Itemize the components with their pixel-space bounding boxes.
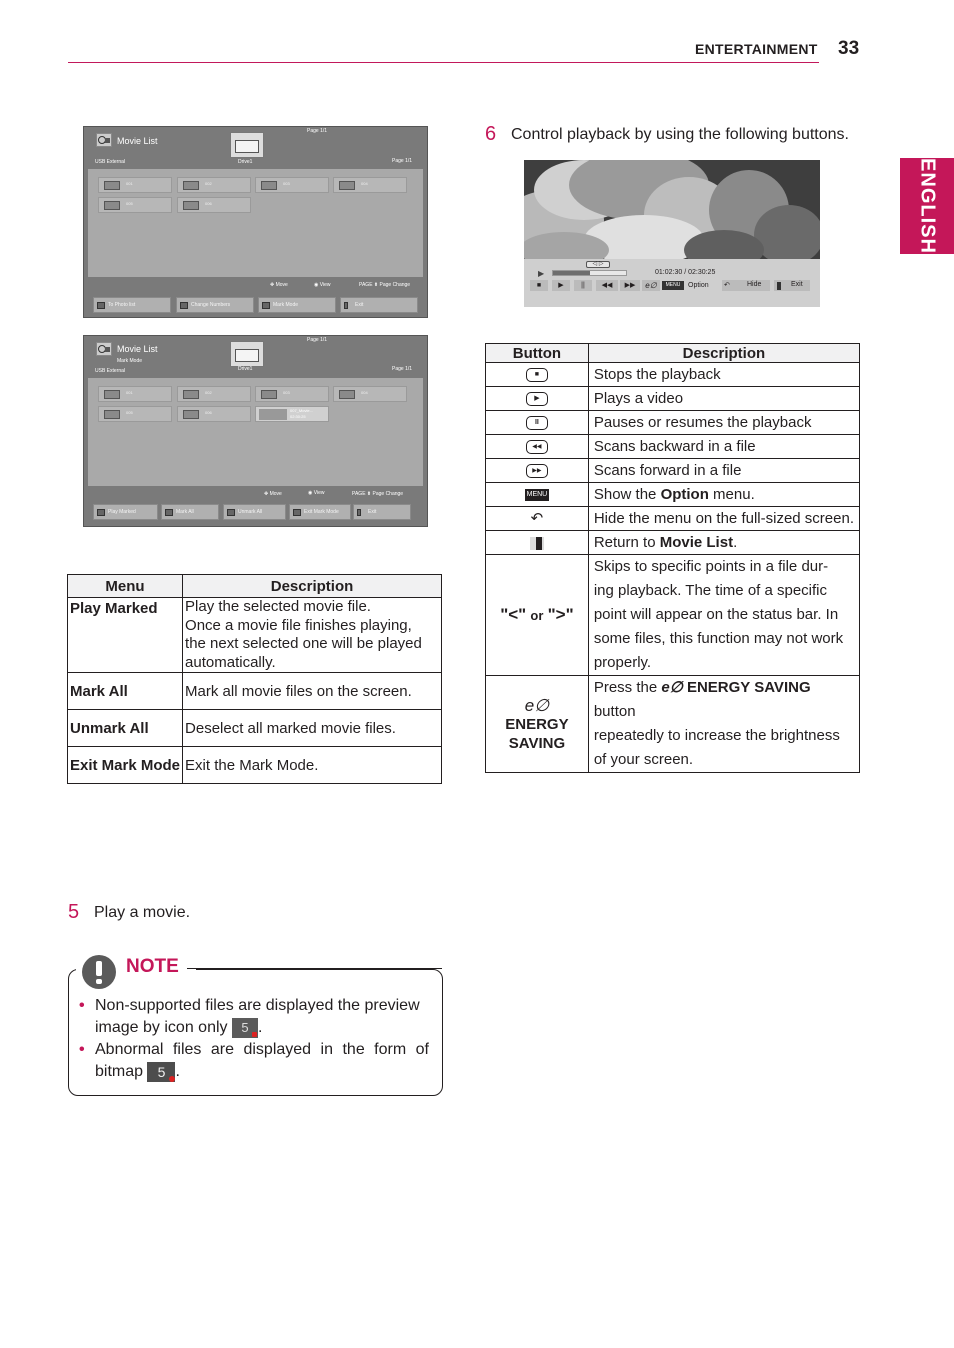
note-item: • bbox=[79, 1041, 85, 1058]
menu-button[interactable]: MENU bbox=[662, 281, 684, 290]
button-description: Return to Movie List. bbox=[588, 531, 859, 555]
drive-label: Drive1 bbox=[238, 159, 253, 165]
mark-mode-button[interactable]: Mark Mode bbox=[258, 297, 336, 313]
exit-button[interactable]: Exit bbox=[353, 504, 411, 520]
device-label: USB External bbox=[95, 159, 126, 165]
section-title: ENTERTAINMENT bbox=[695, 41, 818, 57]
description-column-header: Description bbox=[183, 575, 442, 598]
file-thumbnail[interactable]: 006 bbox=[177, 406, 251, 422]
button-cell bbox=[486, 483, 589, 507]
exit-button[interactable]: Exit bbox=[774, 280, 810, 291]
selected-movie-thumbnail[interactable]: 007_Movie... 02:30:25 bbox=[255, 406, 329, 422]
change-numbers-button[interactable]: Change Numbers bbox=[176, 297, 254, 313]
drive-label: Drive1 bbox=[238, 366, 253, 372]
file-thumbnail[interactable]: 004 bbox=[333, 177, 407, 193]
mark-mode-screenshot bbox=[83, 335, 428, 527]
menu-description: Deselect all marked movie files. bbox=[183, 710, 442, 747]
note-item-text: Non-supported files are displayed the preview image by icon only 5 . bbox=[95, 997, 420, 1036]
step-text: Play a movie. bbox=[94, 904, 191, 921]
file-thumbnail[interactable]: 004 bbox=[333, 386, 407, 402]
rewind-button[interactable]: ◀◀ bbox=[596, 280, 618, 291]
nav-move: ✥ Move bbox=[270, 282, 288, 288]
menu-name: Play Marked bbox=[68, 598, 183, 673]
button-cell bbox=[486, 435, 589, 459]
description-column-header: Description bbox=[588, 344, 859, 363]
page-number: 33 bbox=[838, 38, 860, 59]
hide-button[interactable]: ↶ Hide bbox=[722, 280, 770, 291]
movie-list-icon bbox=[96, 342, 112, 356]
nav-view: ◉ View bbox=[314, 282, 331, 288]
energy-saving-icon: e∅ bbox=[524, 695, 550, 715]
movie-preview-image bbox=[259, 409, 287, 420]
menu-name: Unmark All bbox=[68, 710, 183, 747]
file-thumbnail[interactable]: 001 bbox=[98, 386, 172, 402]
movie-list-screenshot bbox=[83, 126, 428, 318]
button-cell bbox=[486, 531, 589, 555]
note-item-text: bitmap 5 . bbox=[95, 1063, 180, 1080]
button-description: Pauses or resumes the playback bbox=[588, 411, 859, 435]
file-thumbnail[interactable]: 002 bbox=[177, 386, 251, 402]
button-description: Scans forward in a file bbox=[588, 459, 859, 483]
button-cell bbox=[486, 363, 589, 387]
playback-screenshot bbox=[524, 160, 820, 307]
nav-page-change: PAGE ⬍ Page Change bbox=[359, 282, 411, 288]
file-thumbnail[interactable]: 005 bbox=[98, 406, 172, 422]
time-display: 01:02:30 / 02:30:25 bbox=[655, 269, 716, 276]
note-title: NOTE bbox=[126, 956, 179, 977]
return-icon bbox=[530, 537, 544, 550]
menu-description: Exit the Mark Mode. bbox=[183, 747, 442, 784]
energy-saving-cell: e∅ ENERGY SAVING bbox=[486, 676, 589, 773]
nav-move: ✥ Move bbox=[264, 491, 282, 497]
exit-button[interactable]: Exit bbox=[340, 297, 418, 313]
file-grid bbox=[88, 378, 423, 486]
folder-icon bbox=[235, 140, 259, 153]
button-description: Plays a video bbox=[588, 387, 859, 411]
menu-table bbox=[67, 574, 442, 784]
file-thumbnail[interactable]: 006 bbox=[177, 197, 251, 213]
note-item: • bbox=[79, 997, 85, 1014]
button-cell bbox=[486, 387, 589, 411]
energy-saving-button[interactable]: e∅ bbox=[642, 280, 660, 291]
movie-list-icon bbox=[96, 133, 112, 147]
screen-title: Movie List bbox=[117, 344, 158, 354]
energy-saving-description: Press the e∅ ENERGY SAVING button repeatedly to increase the brightness of your screen. bbox=[588, 676, 859, 773]
menu-description: Play the selected movie file. Once a movie file finishes playing, the next selected one will be played automatically. bbox=[183, 598, 442, 673]
step-text: Control playback by using the following buttons. bbox=[511, 126, 849, 143]
exclamation-icon bbox=[82, 955, 116, 989]
language-tab bbox=[900, 158, 954, 254]
language-label: ENGLISH bbox=[916, 158, 939, 254]
page-indicator: Page 1/1 bbox=[392, 158, 413, 164]
button-table bbox=[485, 343, 860, 773]
play-button[interactable]: ▶ bbox=[552, 280, 570, 291]
fruit-image bbox=[524, 160, 820, 259]
device-label: USB External bbox=[95, 368, 126, 374]
page-indicator-top: Page 1/1 bbox=[307, 337, 328, 343]
button-column-header: Button bbox=[486, 344, 589, 363]
header-rule bbox=[68, 62, 819, 63]
stop-icon: ■ bbox=[526, 368, 548, 382]
skip-description: Skips to specific points in a file dur- ing playback. The time of a specific point will appear on the status bar. In some files, this function may not work properly. bbox=[588, 555, 859, 676]
exit-mark-mode-button[interactable]: Exit Mark Mode bbox=[289, 504, 351, 520]
play-marked-button[interactable]: Play Marked bbox=[93, 504, 158, 520]
fast-forward-icon: ▶▶ bbox=[526, 464, 548, 478]
button-cell bbox=[486, 459, 589, 483]
button-description: Stops the playback bbox=[588, 363, 859, 387]
mark-all-button[interactable]: Mark All bbox=[161, 504, 219, 520]
pause-button[interactable]: || bbox=[574, 280, 592, 291]
hide-icon: ↶ bbox=[530, 510, 544, 528]
stop-button[interactable]: ■ bbox=[530, 280, 548, 291]
pause-icon: II bbox=[526, 416, 548, 430]
page-indicator-top: Page 1/1 bbox=[307, 128, 328, 134]
nav-page-change: PAGE ⬍ Page Change bbox=[352, 491, 404, 497]
folder-icon bbox=[235, 349, 259, 362]
button-cell bbox=[486, 507, 589, 531]
folder-preview bbox=[230, 341, 264, 367]
progress-fill bbox=[553, 271, 590, 275]
file-thumbnail[interactable]: 001 bbox=[98, 177, 172, 193]
mode-label: Mark Mode bbox=[117, 358, 143, 364]
unmark-all-button[interactable]: Unmark All bbox=[223, 504, 286, 520]
rewind-icon: ◀◀ bbox=[526, 440, 548, 454]
step-number: 6 bbox=[485, 123, 497, 145]
nav-view: ◉ View bbox=[308, 490, 325, 496]
button-description: Show the Option menu. bbox=[588, 483, 859, 507]
play-status-icon: ▶ bbox=[538, 269, 545, 278]
screen-title: Movie List bbox=[117, 136, 158, 146]
folder-preview bbox=[230, 132, 264, 158]
button-description: Scans backward in a file bbox=[588, 435, 859, 459]
file-grid bbox=[88, 169, 423, 277]
skip-button-cell: "<" or ">" bbox=[486, 555, 589, 676]
button-cell bbox=[486, 411, 589, 435]
file-thumbnail[interactable]: 003 bbox=[255, 386, 329, 402]
file-thumbnail[interactable]: 003 bbox=[255, 177, 329, 193]
note-item-text: Abnormal files are displayed in the form of bbox=[95, 1041, 429, 1058]
step-number: 5 bbox=[68, 901, 80, 923]
button-description: Hide the menu on the full-sized screen. bbox=[588, 507, 859, 531]
skip-indicator: ◁ ▷ bbox=[586, 261, 610, 268]
menu-icon: MENU bbox=[525, 489, 549, 501]
file-thumbnail[interactable]: 002 bbox=[177, 177, 251, 193]
page-indicator: Page 1/1 bbox=[392, 366, 413, 372]
menu-column-header: Menu bbox=[68, 575, 183, 598]
note-title-rule bbox=[187, 968, 442, 969]
progress-bar[interactable] bbox=[552, 270, 627, 276]
preview-icon-thumbnail: 5 bbox=[232, 1018, 258, 1038]
fruit-picture bbox=[524, 160, 820, 259]
fast-forward-button[interactable]: ▶▶ bbox=[620, 280, 640, 291]
bitmap-thumbnail: 5 bbox=[147, 1062, 175, 1082]
to-photo-list-button[interactable]: To Photo list bbox=[93, 297, 171, 313]
menu-name: Exit Mark Mode bbox=[68, 747, 183, 784]
menu-description: Mark all movie files on the screen. bbox=[183, 673, 442, 710]
play-icon: ▶ bbox=[526, 392, 548, 406]
playback-controls bbox=[530, 280, 810, 292]
option-label: Option bbox=[688, 282, 709, 289]
menu-name: Mark All bbox=[68, 673, 183, 710]
file-thumbnail[interactable]: 005 bbox=[98, 197, 172, 213]
